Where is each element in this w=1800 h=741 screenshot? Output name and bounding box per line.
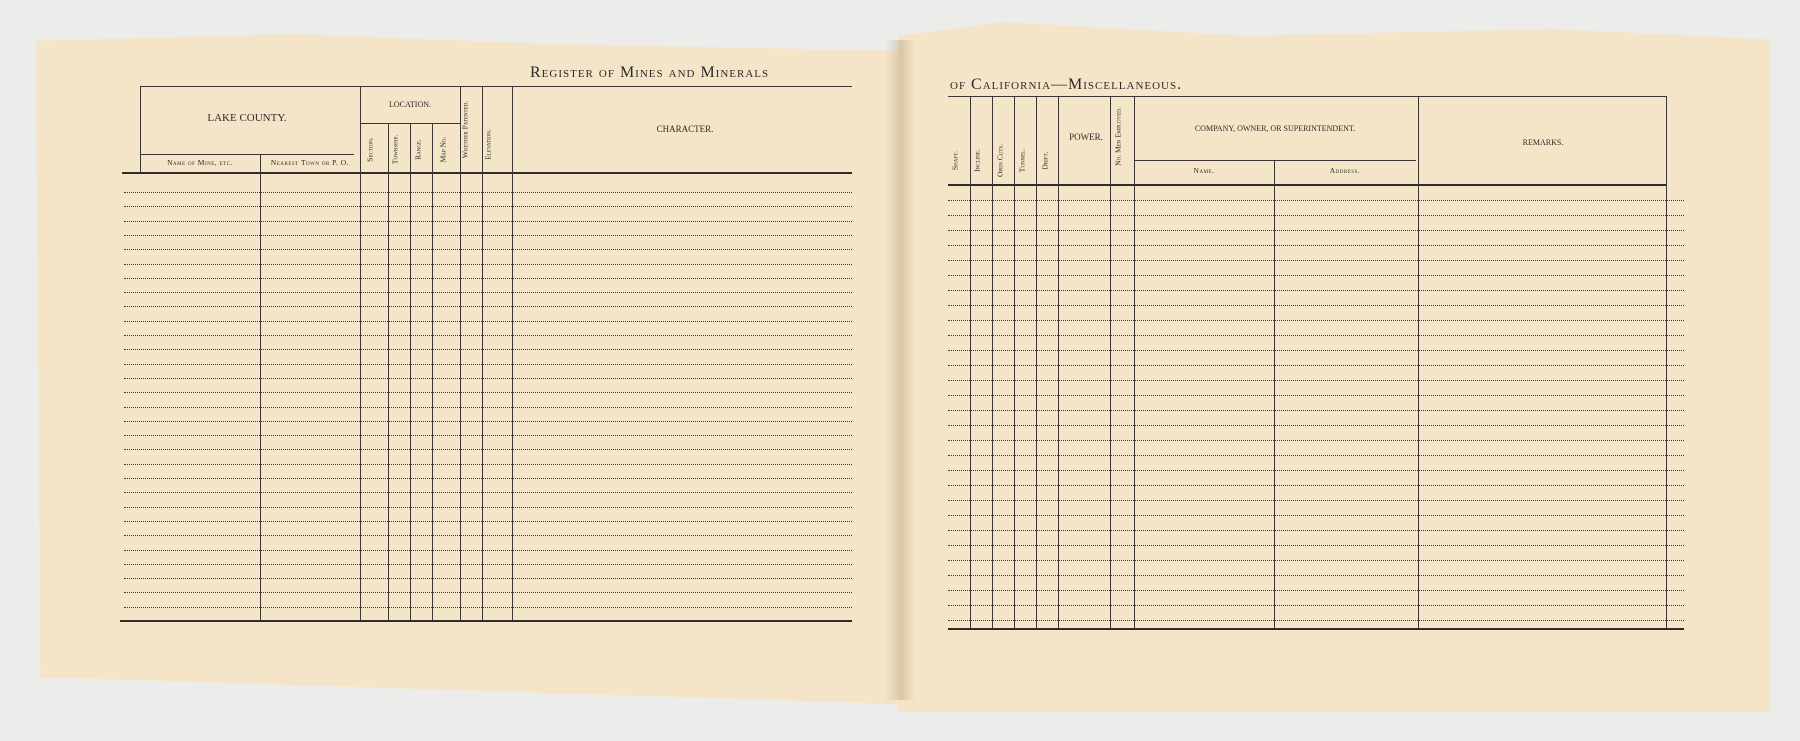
- left-top-rule: [140, 86, 852, 87]
- entry-row: [948, 410, 1684, 411]
- entry-row: [124, 292, 852, 293]
- entry-row: [124, 435, 852, 436]
- col-company-name: Name.: [1193, 166, 1215, 175]
- entry-row: [124, 421, 852, 422]
- entry-row: [124, 192, 852, 193]
- entry-row: [948, 335, 1684, 336]
- col-company-address: Address.: [1329, 166, 1361, 175]
- left-col-line: [410, 123, 411, 620]
- left-col-line: [460, 86, 461, 620]
- entry-row: [948, 575, 1684, 576]
- book-gutter: [885, 40, 915, 700]
- entry-row: [948, 560, 1684, 561]
- entry-row: [948, 200, 1684, 201]
- entry-row: [124, 378, 852, 379]
- company-heading: COMPANY, OWNER, OR SUPERINTENDENT.: [1194, 124, 1356, 133]
- entry-row: [124, 507, 852, 508]
- entry-row: [948, 230, 1684, 231]
- entry-row: [124, 407, 852, 408]
- entry-row: [948, 620, 1684, 621]
- right-col-line: [1666, 96, 1667, 628]
- col-name-of-mine: Name of Mine, etc.: [167, 158, 233, 167]
- left-col-line: [482, 86, 483, 620]
- right-col-line: [970, 96, 971, 628]
- entry-row: [948, 380, 1684, 381]
- company-subheader-rule: [1134, 160, 1416, 161]
- left-bottom-rule: [120, 620, 852, 622]
- entry-row: [124, 349, 852, 350]
- entry-row: [124, 550, 852, 551]
- entry-row: [124, 335, 852, 336]
- entry-row: [948, 275, 1684, 276]
- entry-row: [124, 278, 852, 279]
- col-drift: Drift.: [1040, 151, 1050, 170]
- col-open-cuts: Open Cuts.: [995, 143, 1005, 178]
- entry-row: [124, 492, 852, 493]
- right-col-line: [1014, 96, 1015, 628]
- entry-row: [948, 365, 1684, 366]
- col-shaft: Shaft.: [950, 150, 960, 171]
- entry-row: [948, 245, 1684, 246]
- entry-row: [948, 320, 1684, 321]
- entry-row: [124, 535, 852, 536]
- col-nearest-town: Nearest Town or P. O.: [270, 158, 350, 167]
- entry-row: [124, 206, 852, 207]
- entry-row: [124, 607, 852, 608]
- right-bottom-rule: [948, 628, 1684, 630]
- entry-row: [124, 578, 852, 579]
- entry-row: [948, 470, 1684, 471]
- col-map-no: Map No.: [438, 136, 448, 163]
- right-col-line: [1110, 96, 1111, 628]
- col-power: POWER.: [1069, 132, 1103, 142]
- entry-row: [124, 235, 852, 236]
- col-whether-patented: Whether Patented.: [460, 100, 470, 159]
- left-col-line: [140, 86, 141, 172]
- col-township: Township.: [390, 134, 400, 165]
- col-character: CHARACTER.: [656, 124, 714, 134]
- left-page-title: Register of Mines and Minerals: [530, 64, 770, 81]
- entry-row: [124, 392, 852, 393]
- right-header-bottom-rule: [948, 184, 1666, 186]
- entry-row: [124, 221, 852, 222]
- entry-row: [948, 290, 1684, 291]
- entry-row: [124, 249, 852, 250]
- col-range: Range.: [413, 139, 423, 160]
- col-tunnel: Tunnel.: [1017, 148, 1027, 173]
- right-col-line: [1134, 96, 1135, 628]
- col-remarks: REMARKS.: [1522, 138, 1564, 147]
- entry-row: [948, 605, 1684, 606]
- entry-row: [124, 264, 852, 265]
- col-elevation: Elevation.: [483, 129, 493, 160]
- entry-row: [948, 305, 1684, 306]
- right-col-line: [992, 96, 993, 628]
- entry-row: [948, 530, 1684, 531]
- right-col-line: [1058, 96, 1059, 628]
- left-col-line: [388, 123, 389, 620]
- entry-row: [948, 485, 1684, 486]
- entry-row: [124, 364, 852, 365]
- right-col-line: [1036, 96, 1037, 628]
- right-page-title: of California—Miscellaneous.: [950, 76, 1183, 93]
- entry-row: [124, 464, 852, 465]
- entry-row: [124, 321, 852, 322]
- entry-row: [948, 500, 1684, 501]
- entry-row: [948, 260, 1684, 261]
- right-col-line: [1418, 96, 1419, 628]
- col-incline: Incline.: [972, 149, 982, 172]
- entry-row: [948, 545, 1684, 546]
- col-men-employed: No. Men Employed.: [1113, 107, 1123, 166]
- entry-row: [124, 521, 852, 522]
- entry-row: [948, 395, 1684, 396]
- entry-row: [948, 350, 1684, 351]
- location-heading: LOCATION.: [389, 100, 431, 109]
- entry-row: [124, 449, 852, 450]
- left-col-line: [432, 123, 433, 620]
- left-name-subheader-rule: [140, 154, 354, 155]
- entry-row: [124, 564, 852, 565]
- entry-row: [948, 440, 1684, 441]
- left-col-line: [512, 86, 513, 620]
- entry-row: [948, 515, 1684, 516]
- entry-row: [948, 455, 1684, 456]
- county-heading: LAKE COUNTY.: [207, 112, 287, 124]
- entry-row: [124, 306, 852, 307]
- entry-row: [124, 592, 852, 593]
- col-section: Section.: [365, 137, 375, 162]
- entry-row: [948, 590, 1684, 591]
- left-col-line: [360, 86, 361, 620]
- entry-row: [948, 215, 1684, 216]
- right-top-rule: [948, 96, 1666, 97]
- entry-row: [124, 478, 852, 479]
- entry-row: [948, 425, 1684, 426]
